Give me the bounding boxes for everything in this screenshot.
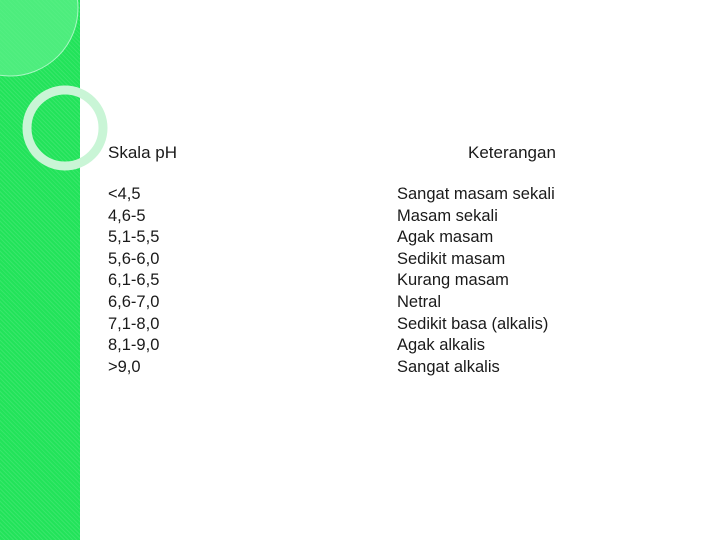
ph-value: 5,6-6,0 (108, 249, 160, 268)
description-value: Netral (397, 292, 442, 311)
description-value: Agak alkalis (397, 336, 486, 355)
ph-value: >9,0 (108, 357, 141, 376)
ph-value: <4,5 (108, 185, 141, 203)
ph-value: 7,1-8,0 (108, 314, 160, 333)
decorative-circles (0, 0, 200, 200)
description-value: Masam sekali (397, 206, 498, 225)
ph-value: 8,1-9,0 (108, 336, 160, 355)
ph-value: 5,1-5,5 (108, 228, 160, 247)
description-value: Sangat alkalis (397, 357, 500, 376)
description-list (397, 184, 555, 378)
ph-value: 6,1-6,5 (108, 271, 160, 290)
deco-circle-ring (27, 90, 103, 166)
column-header-description: Keterangan (468, 143, 556, 162)
description-value: Sedikit basa (alkalis) (397, 314, 549, 333)
description-value: Agak masam (397, 228, 494, 247)
ph-value: 6,6-7,0 (108, 292, 160, 311)
deco-circle-large (0, 0, 78, 76)
ph-value: 4,6-5 (108, 206, 146, 225)
column-header-ph: Skala pH (108, 143, 177, 162)
description-value: Sedikit masam (397, 249, 506, 268)
description-value: Sangat masam sekali (397, 185, 555, 203)
description-value: Kurang masam (397, 271, 509, 290)
ph-scale-list (108, 184, 159, 378)
